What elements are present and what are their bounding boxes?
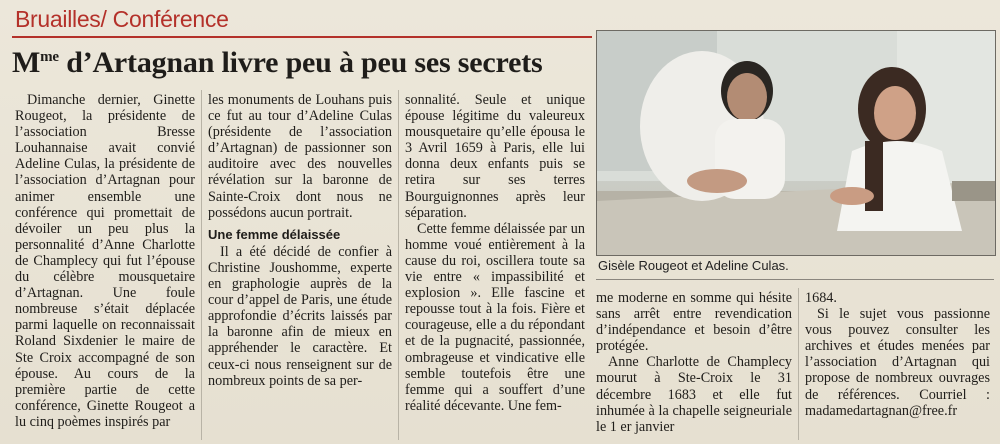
column-5-paragraph-1: 1684.	[805, 290, 837, 306]
article-column-3	[405, 92, 585, 414]
article-column-5	[805, 290, 990, 419]
title-rest: d’Artagnan livre peu à peu ses secrets	[58, 46, 543, 79]
article-title	[12, 40, 542, 80]
column-4-paragraph-2: Anne Charlotte de Champlecy mourut à Ste-Croix le 31 décembre 1683 et elle fut inhumée à la chapelle seigneuriale le 1 er janvier	[596, 354, 792, 435]
rubric-underline	[12, 36, 592, 38]
column-5-paragraph-2: Si le sujet vous passionne vous pouvez consulter les archives et études menées par l’association d’Artagnan qui propose de nombreux ouvrages de références. Courriel : madamedartagnan@free.fr	[805, 306, 990, 419]
article-column-2	[208, 92, 392, 389]
section-rubric: Bruailles/ Conférence	[15, 6, 229, 32]
subheading: Une femme délaissée	[208, 226, 341, 242]
column-3-paragraph-1: sonnalité. Seule et unique épouse légitime du valeureux mousquetaire qu’elle épousa le 3 Avril 1659 à Paris, elle lui donna deux enfants puis se retira sur ses terres Bourguignonnes après leur séparation.	[405, 92, 585, 221]
column-2-paragraph-2: Il a été décidé de confier à Christine Joushomme, experte en graphologie auprès de la cour d’appel de Paris, une étude approfondie d’écrits laissés par la baronne afin de mieux en appréhender le caractère. Et ceux-ci nous renseignent sur de nombreux points de sa per-	[208, 243, 392, 389]
column-divider	[201, 90, 202, 440]
title-prefix: M	[12, 46, 41, 79]
column-1-text: Dimanche dernier, Ginette Rougeot, la présidente de l’association Bresse Louhannaise avait convié Adeline Culas, la présidente de l’association d’Artagnan pour animer ensemble une conférence qui promettait de dévoiler un peu plus la personnalité d’Anne Charlotte de Champlecy qui fut l’épouse du célèbre mousquetaire d’Artagnan. Une foule nombreuse s’était déplacée parmi laquelle on reconnaissait Roland Sixdenier le maire de Ste Croix accompagné de son épouse. Au cours de la première partie de cette conférence, Ginette Rougeot a lu cinq poèmes inspirés par	[15, 92, 195, 430]
column-3-paragraph-2: Cette femme délaissée par un homme voué entièrement à la cause du roi, oscillera toute sa vie entre « impassibilité et explosion ». Elle fascine et repousse tout à la fois. Fière et courageuse, elle a du répondant et de la pugnacité, passionnée, ombrageuse et vindicative elle semble toutefois être une femme qui a souffert d’une réalité décevante. Une fem-	[405, 220, 585, 414]
photo-caption: Gisèle Rougeot et Adeline Culas.	[598, 258, 789, 273]
column-divider	[398, 90, 399, 440]
article-column-4	[596, 290, 792, 435]
caption-divider	[596, 279, 994, 280]
column-4-paragraph-1: me moderne en somme qui hésite sans arrêt entre revendication d’indépendance et besoin d’être protégée.	[596, 290, 792, 355]
article-column-1	[15, 92, 195, 430]
column-divider	[798, 288, 799, 440]
article-photo	[596, 30, 996, 256]
photo-two-women-icon	[597, 31, 995, 255]
column-2-paragraph-1: les monuments de Louhans puis ce fut au tour d’Adeline Culas (présidente de l’association d’Artagnan) de passionner son auditoire avec des nouvelles révélation sur la baronne de Sainte-Croix dont nous ne possédons aucun portrait.	[208, 92, 392, 221]
title-superscript: me	[40, 49, 59, 65]
